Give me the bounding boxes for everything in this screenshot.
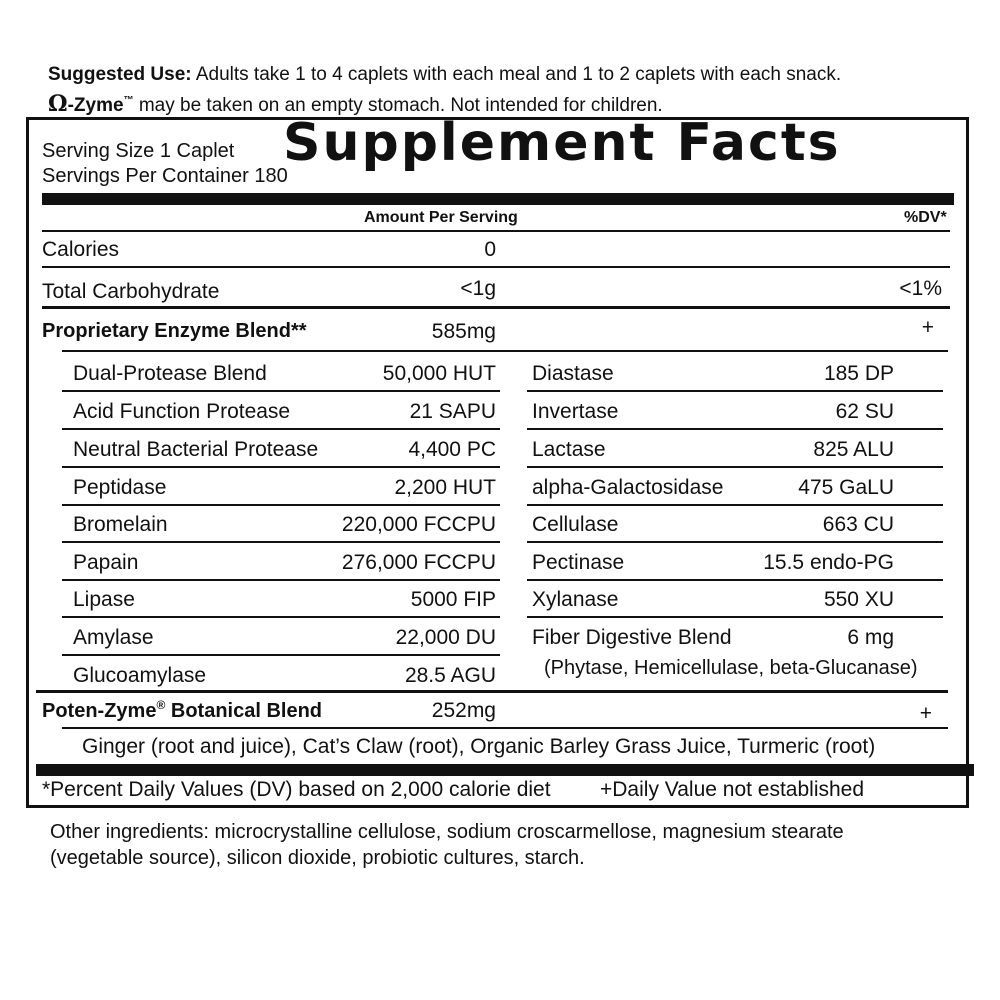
enzyme-amount: 50,000 HUT (382, 362, 496, 385)
divider (62, 616, 500, 618)
other-ingredients-line1: Other ingredients: microcrystalline cellulose, sodium croscarmellose, magnesium stearate (50, 821, 844, 843)
suggested-use-text-2: may be taken on an empty stomach. Not intended for children. (138, 95, 663, 116)
divider (527, 390, 943, 392)
enzyme-amount: 220,000 FCCPU (341, 513, 496, 536)
carbs-dv: <1% (899, 277, 942, 300)
divider (527, 541, 943, 543)
divider (42, 266, 950, 268)
omega-symbol: Ω (48, 91, 68, 117)
enzyme-blend-dv: + (921, 316, 934, 339)
enzyme-name: Dual-Protease Blend (73, 362, 267, 385)
enzyme-amount: 185 DP (823, 362, 894, 385)
enzyme-amount: 663 CU (822, 513, 894, 536)
header-amount: Amount Per Serving (364, 209, 518, 226)
calories-amount: 0 (484, 238, 496, 261)
divider (62, 727, 948, 729)
enzyme-blend-label: Proprietary Enzyme Blend** (42, 320, 307, 342)
botanical-blend-dv: + (919, 702, 932, 725)
enzyme-name: Cellulase (532, 513, 619, 536)
thick-divider (42, 193, 954, 205)
enzyme-name: Xylanase (532, 588, 619, 611)
botanical-blend-name: Poten-Zyme (42, 700, 157, 722)
serving-size: Serving Size 1 Caplet (42, 140, 235, 162)
brand-name: -Zyme (67, 95, 124, 116)
enzyme-amount: 15.5 endo-PG (763, 551, 894, 574)
panel-title: Supplement Facts (283, 113, 841, 173)
enzyme-name: Lipase (73, 588, 135, 611)
enzyme-name: Peptidase (73, 476, 167, 499)
suggested-use (48, 62, 841, 119)
enzyme-amount: 6 mg (847, 626, 894, 649)
divider (36, 690, 948, 693)
divider (62, 541, 500, 543)
divider (62, 504, 500, 506)
enzyme-name: Lactase (532, 438, 606, 461)
divider (62, 466, 500, 468)
divider (527, 616, 943, 618)
enzyme-name: Glucoamylase (73, 664, 207, 687)
botanical-blend-label (42, 698, 322, 723)
enzyme-name: Neutral Bacterial Protease (73, 438, 319, 461)
divider (62, 390, 500, 392)
enzyme-amount: 21 SAPU (409, 400, 496, 423)
enzyme-amount: 276,000 FCCPU (341, 551, 496, 574)
botanical-blend-amount: 252mg (431, 699, 496, 722)
enzyme-name: Fiber Digestive Blend (532, 626, 732, 649)
enzyme-name: Invertase (532, 400, 619, 423)
divider (62, 350, 948, 352)
carbs-label: Total Carbohydrate (42, 280, 220, 303)
footnote-plus: +Daily Value not established (600, 778, 865, 801)
enzyme-amount: 5000 FIP (410, 588, 496, 611)
enzyme-amount: 4,400 PC (408, 438, 496, 461)
enzyme-amount: 2,200 HUT (394, 476, 496, 499)
registered-mark: ® (156, 698, 166, 712)
carbs-amount: <1g (460, 277, 496, 300)
fiber-blend-note: (Phytase, Hemicellulase, beta-Glucanase) (544, 657, 918, 679)
suggested-use-label: Suggested Use: (48, 64, 192, 85)
enzyme-name: Amylase (73, 626, 154, 649)
enzyme-amount: 550 XU (823, 588, 894, 611)
enzyme-name: Pectinase (532, 551, 625, 574)
enzyme-amount: 28.5 AGU (404, 664, 496, 687)
footnote-dv: *Percent Daily Values (DV) based on 2,000 calorie diet (42, 778, 551, 801)
divider (527, 504, 943, 506)
header-dv: %DV* (904, 209, 947, 226)
divider (62, 579, 500, 581)
divider (62, 428, 500, 430)
enzyme-amount: 22,000 DU (395, 626, 496, 649)
divider (62, 654, 500, 656)
botanical-ingredients: Ginger (root and juice), Cat’s Claw (root), Organic Barley Grass Juice, Turmeric (root) (82, 735, 876, 758)
divider (527, 579, 943, 581)
enzyme-blend-amount: 585mg (431, 320, 496, 343)
divider (527, 466, 943, 468)
suggested-use-text: Adults take 1 to 4 caplets with each meal and 1 to 2 caplets with each snack. (195, 64, 842, 85)
divider (42, 306, 950, 309)
servings-per-container: Servings Per Container 180 (42, 165, 288, 187)
divider (42, 230, 950, 232)
botanical-blend-suffix: Botanical Blend (165, 700, 323, 722)
other-ingredients-line2: (vegetable source), silicon dioxide, probiotic cultures, starch. (50, 847, 585, 869)
divider (527, 428, 943, 430)
enzyme-amount: 475 GaLU (798, 476, 894, 499)
enzyme-name: Papain (73, 551, 139, 574)
thick-divider (36, 764, 974, 776)
enzyme-amount: 825 ALU (813, 438, 894, 461)
enzyme-amount: 62 SU (835, 400, 894, 423)
enzyme-name: Diastase (532, 362, 614, 385)
enzyme-name: alpha-Galactosidase (532, 476, 724, 499)
trademark: ™ (123, 95, 134, 106)
enzyme-name: Acid Function Protease (73, 400, 291, 423)
calories-label: Calories (42, 238, 120, 261)
enzyme-name: Bromelain (73, 513, 168, 536)
